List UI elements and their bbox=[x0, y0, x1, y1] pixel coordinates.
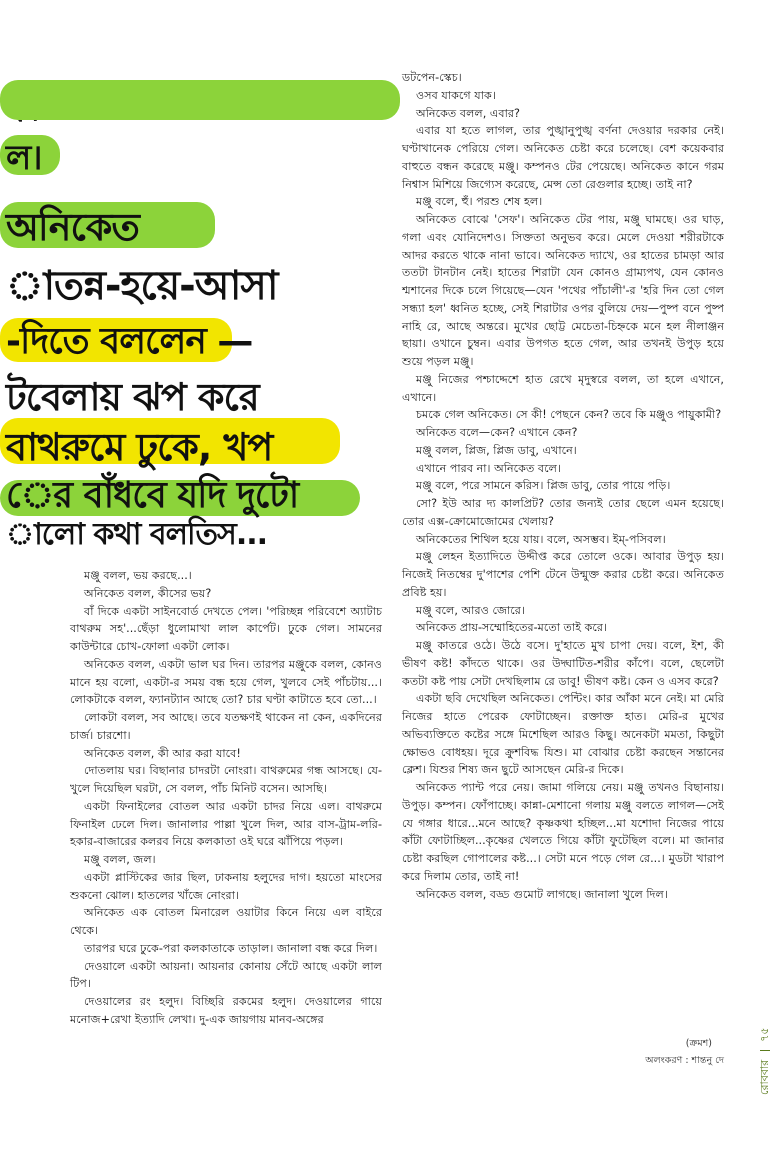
green-highlight-stroke bbox=[0, 80, 400, 120]
paragraph: অনিকেত বলল, বড্ড গুমোট লাগছে। জানালা খুলে দিল। bbox=[416, 887, 668, 901]
headline-line: াতন্ন-হয়ে-আসা bbox=[6, 263, 278, 309]
paragraph: অনিকেত বোঝে 'সেফ'। অনিকেত টের পায়, মঞ্জু ঘামছে। ওর ঘাড়, গলা এবং যোনিদেশও। সিক্ততা অনুভব করে। মেলে দেওয়া শরীরটাকে আদর করতে থাকে নানা ভাবে। অনিকেত দ্যাখে, ওর হাতের চামড়া আর ততটা টানটান নেই। হাতের শিরাটা যেন কোনও গ্রাম্যপথ, যেন কোনও শ্মশানের দিকে চলে গিয়েছে—যেন 'পথের পাঁচালী'-র 'হরি দিন তো গেল সন্ধ্যা হল' ধ্বনিত হচ্ছে, সেই শিরাটার ওপর বুলিয়ে দেয়—পুষ্প বনে পুষ্প নাহি রে, আছে অন্তরে। মুখের ছোট্ট মেচেতা-চিহ্নকে মনে হল নীলাঞ্জন ছায়া। ওখানে চুম্বন। এবার উপগত হতে গেল, আর তখনই উপুড় হয়ে শুয়ে পড়ল মঞ্জু। bbox=[402, 213, 724, 368]
magazine-name: রোববার bbox=[758, 1059, 771, 1095]
paragraph: মঞ্জু বলল, জল। bbox=[84, 853, 156, 866]
folio-separator bbox=[760, 1050, 770, 1051]
paragraph: একটা প্লাস্টিকের জার ছিল, ঢাকনায় হলুদের দাগ। হয়তো মাংসের শুকনো ঝোল। হাতলের খাঁজে নোংরা। bbox=[70, 870, 382, 902]
page-folio bbox=[742, 1005, 771, 1095]
paragraph: একটা ছবি দেখেছিল অনিকেত। পেন্টিং। কার আঁকা মনে নেই। মা মেরি নিজের হাতে পেরেক ফোটাচ্ছেন। রক্তাক্ত হাত। মেরি-র মুখের অভিব্যক্তিতে কষ্টের সঙ্গে মিশেছিল আরও কিছু। অনেকটা মমতা, কিছুটা ক্ষোভও বোধহয়। দূরে ক্রুশবিদ্ধ যিশু। মা বোঝার চেষ্টা করছেন সন্তানের ক্লেশ। যিশুর শিষ্য জন ছুটে আসছেন মেরি-র দিকে। bbox=[402, 692, 724, 777]
headline-line: ালো কথা বলতিস... bbox=[6, 517, 268, 552]
paragraph: দেওয়ালের রং হলুদ। বিচ্ছিরি রকমের হলুদ। দেওয়ালের গায়ে মনোজ+রেখা ইত্যাদি লেখা। দু-এক জায়গায় মানব-অঙ্গের bbox=[70, 995, 382, 1026]
paragraph: অনিকেত বলল, কী আর করা যাবে! bbox=[84, 746, 241, 760]
paragraph: অনিকেত এক বোতল মিনারেল ওয়াটার কিনে নিয়ে এল বাইরে থেকে। bbox=[70, 906, 382, 937]
paragraph: মঞ্জু বলে, আরও জোরে। bbox=[416, 603, 525, 617]
paragraph: চমকে গেল অনিকেত। সে কী! পেছনে কেন? তবে কি মঞ্জুও পায়ুকামী? bbox=[416, 408, 722, 422]
paragraph: মঞ্জু নিজের পশ্চাদ্দেশে হাত রেখে মৃদুস্বরে বলল, তা হলে এখানে, এখানে। bbox=[402, 372, 724, 404]
paragraph: অনিকেতের শিথিল হয়ে যায়। বলে, অসম্ভব। ইম্-পসিবল। bbox=[416, 532, 666, 546]
paragraph: অনিকেত বলে—কেন? এখানে কেন? bbox=[416, 426, 578, 439]
paragraph: মঞ্জু বলল, ভয় করছে...। bbox=[84, 569, 192, 582]
paragraph: অনিকেত বলল, এবার? bbox=[416, 106, 520, 120]
headline-line: অনিকেত bbox=[6, 205, 139, 249]
headline-line: ল। bbox=[6, 138, 42, 178]
paragraph: অনিকেত বলল, কীসের ভয়? bbox=[84, 586, 212, 600]
headline-line: ের বাঁধবে যদি দুটো bbox=[6, 475, 299, 516]
paragraph: অনিকেত প্যান্ট পরে নেয়। জামা গলিয়ে নেয়। মঞ্জু তখনও বিছানায়। উপুড়। কম্পন। ফোঁপাচ্ছে। কান্না-মেশানো গলায় মঞ্জু বলতে লাগল—সেই যে গঙ্গার ধারে...মনে আছে? কৃষ্ণকথা হচ্ছিল...মা যশোদা নিজের পায়ে কাঁটা ফোটাচ্ছিল...কৃষ্ণের খেলতে গিয়ে কাঁটা ফুটেছিল বলে। মা জানার চেষ্টা করছিল গোপালের কষ্ট...। সেটা মনে পড়ে গেল রে...। মুডটা খারাপ করে দিলাম তোর, তাই না! bbox=[402, 781, 724, 883]
headline-line: টবেলায় ঝপ করে bbox=[6, 375, 259, 419]
paragraph: ওসব যাকগে যাক। bbox=[416, 88, 496, 102]
paragraph: অনিকেত বলল, একটা ভাল ঘর দিন। তারপর মঞ্জুকে বলল, কোনও মানে হয় বলো, একটা-র সময় বন্ধ হয়ে গেল, খুলবে সেই পাঁচটায়...। লোকটাকে বলল, ফ্যানট্যান আছে তো? চার ঘণ্টা কাটাতে হবে তো...। bbox=[70, 657, 382, 707]
paragraph: ডটপেন-স্কেচ। bbox=[402, 71, 462, 84]
paragraph: লোকটা বলল, সব আছে। তবে যতক্ষণই থাকেন না কেন, একদিনের চার্জ। চারশো। bbox=[70, 711, 382, 742]
paragraph: একটা ফিনাইলের বোতল আর একটা চাদর নিয়ে এল। বাথরুমে ফিনাইল ঢেলে দিল। জানালার পাল্লা খুলে দিল, আর বাস-ট্রাম-লরি-হকার-বাজারের কলরব নিয়ে কলকাতা ওই ঘরে ঝাঁপিয়ে পড়ল। bbox=[70, 799, 382, 849]
paragraph: এখানে পারব না। অনিকেত বলে। bbox=[416, 461, 561, 475]
page-number: ৭৫ bbox=[758, 1027, 771, 1042]
paragraph: মঞ্জু বলল, প্লিজ, প্লিজ ডাবু, এখানে। bbox=[416, 443, 577, 457]
right-text-column bbox=[402, 69, 724, 903]
folio-text bbox=[756, 1028, 775, 1096]
paragraph: দেওয়ালে একটা আয়না। আয়নার কোনায় সেঁটে আছে একটা লাল টিপ। bbox=[70, 959, 382, 991]
paragraph: মঞ্জু লেহন ইত্যাদিতে উদ্দীপ্ত করে তোলে ওকে। আবার উপুড় হয়। নিজেই নিতম্বের দু'পাশের পেশি টেনে উন্মুক্ত করার চেষ্টা করে। অনিকেত প্রবিষ্ট হয়। bbox=[402, 550, 724, 599]
paragraph: সো? ইউ আর দ্য কালপ্রিট? তোর জন্যই তোর ছেলে এমন হয়েছে। তোর এক্স-ক্রোমোজোমের খেলায়? bbox=[402, 497, 724, 528]
headline-line: -দিতে বললেন — bbox=[6, 321, 253, 362]
paragraph: দোতলায় ঘর। বিছানার চাদরটা নোংরা। বাথরুমের গন্ধ আসছে। যে-খুলে দিয়েছিল ঘরটা, সে বলল, পাঁচ মিনিট বসেন। আসছি। bbox=[70, 764, 382, 795]
left-text-column bbox=[70, 567, 382, 1029]
paragraph: মঞ্জু বলে, হুঁ। পরশু শেষ হল। bbox=[416, 195, 543, 209]
paragraph: মঞ্জু কাতরে ওঠে। উঠে বসে। দু'হাতে মুখ চাপা দেয়। বলে, ইশ, কী ভীষণ কষ্ট! কাঁদতে থাকে। ওর উদ্ঘাটিত-শরীর কাঁপে। বলে, ছেলেটা কতটা কষ্ট পায় সেটা দেখছিলাম রে ডাবু! ভীষণ কষ্ট। কেন ও এসব করে? bbox=[402, 639, 724, 688]
paragraph: বাঁ দিকে একটা সাইনবোর্ড দেখতে পেল। 'পরিচ্ছন্ন পরিবেশে অ্যাটাচ বাথরুম সহ'...ছেঁড়া ধুলোমাখা লাল কার্পেট। ঢুকে গেল। সামনের কাউন্টারে চোখ-ফোলা একটা লোক। bbox=[70, 604, 382, 653]
paragraph: অনিকেত প্রায়-সম্মোহিতের-মতো তাই করে। bbox=[416, 621, 608, 635]
paragraph: মঞ্জু বলে, পরে সামনে করিস। প্লিজ ডাবু, তোর পায়ে পড়ি। bbox=[416, 479, 671, 493]
paragraph: তারপর ঘরে ঢুকে-পরা কলকাতাকে তাড়াল। জানালা বন্ধ করে দিল। bbox=[84, 941, 378, 955]
paragraph: এবার যা হতে লাগল, তার পুঙ্খানুপুঙ্খ বর্ণনা দেওয়ার দরকার নেই। ঘণ্টাখানেক পেরিয়ে গেল। অনিকেত চেষ্টা করে চলেছে। বেশ কয়েকবার বাহুতে বন্ধন করেছে মঞ্জু। কম্পনও টের পেয়েছে। অনিকেত কানে গরম নিশ্বাস মিশিয়ে জিগ্যেস করেছে, মেন্স তো রেগুলার হচ্ছে। তাই না? bbox=[402, 124, 724, 191]
hand-lettered-headline bbox=[0, 40, 390, 552]
headline-line: বাথরুমে ঢুকে, খপ bbox=[6, 425, 273, 469]
to-be-continued-label: (ক্রমশ) bbox=[685, 1038, 712, 1049]
illustration-credit: অলংকরণ : শান্তনু দে bbox=[645, 1055, 724, 1066]
